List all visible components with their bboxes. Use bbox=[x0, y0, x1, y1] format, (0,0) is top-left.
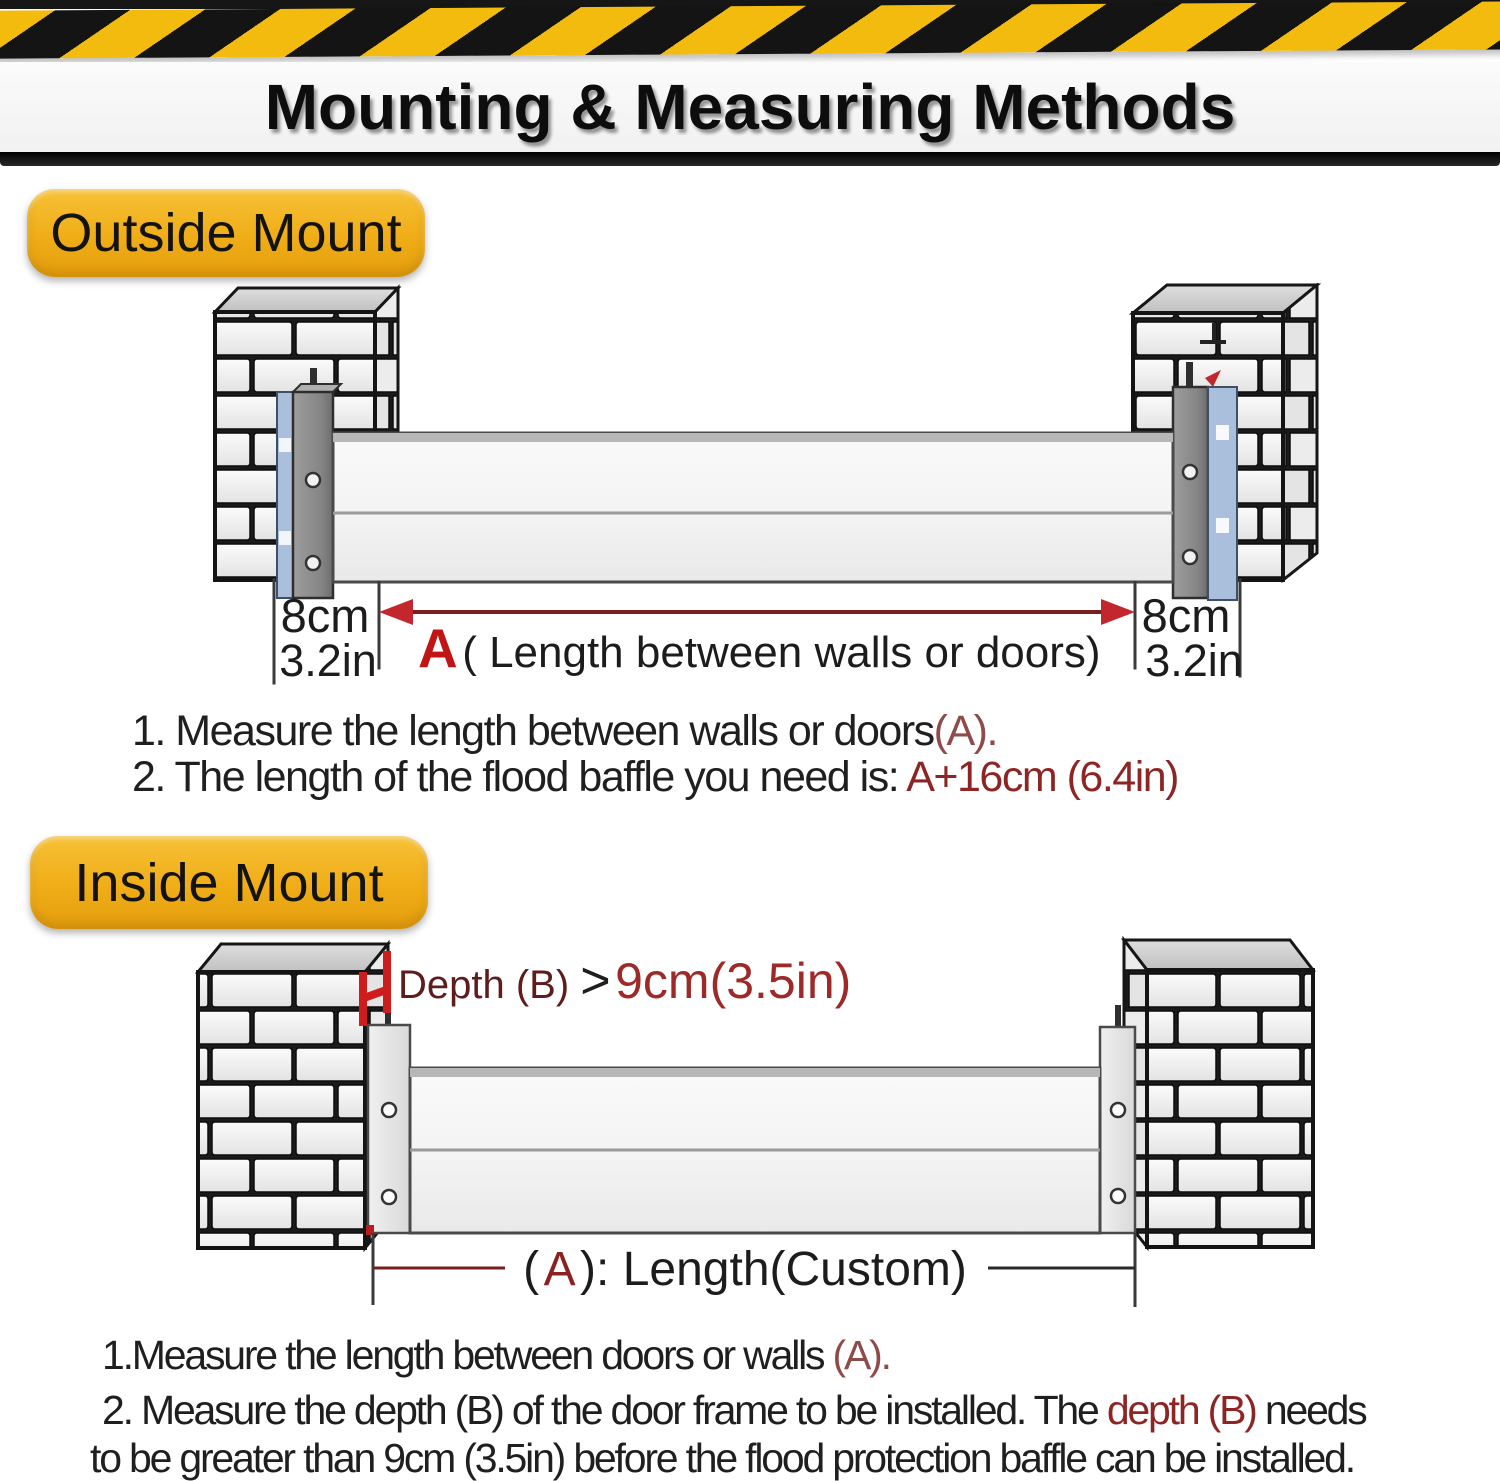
dimension-A-label bbox=[418, 617, 1101, 679]
outside-step-1-ref: (A). bbox=[933, 707, 997, 755]
inside-step-2-line2-text: to be greater than 9cm (3.5in) before the flood protection baffle can be installed. bbox=[90, 1435, 1354, 1481]
anchor-bolt bbox=[1115, 1005, 1121, 1027]
screw-hole bbox=[1183, 465, 1197, 479]
inside-step-1-ref: (A). bbox=[832, 1332, 890, 1378]
depth-label: Depth (B) bbox=[398, 963, 581, 1007]
hazard-ribbon bbox=[0, 1, 1500, 59]
inside-step-1 bbox=[102, 1333, 1366, 1378]
pillar-cap bbox=[215, 288, 398, 312]
screw-hole bbox=[306, 473, 320, 487]
seal-strip bbox=[277, 392, 293, 598]
dim-A-letter: A bbox=[543, 1243, 576, 1296]
left-offset-in-label: 3.2in bbox=[279, 635, 377, 686]
barrier-top-rim bbox=[410, 1068, 1100, 1077]
screw-hole bbox=[382, 1103, 396, 1117]
pillar-side-face bbox=[1283, 285, 1317, 580]
inside-step-2-text: 2. Measure the depth (B) of the door frame to be installed. The bbox=[102, 1387, 1107, 1433]
pillar-front-face bbox=[198, 972, 365, 1248]
page-title: Mounting & Measuring Methods bbox=[264, 71, 1236, 143]
screw-hole bbox=[382, 1190, 396, 1204]
outside-step-2-value: A+16cm (6.4in) bbox=[906, 753, 1178, 801]
seal-strip-mark bbox=[1216, 425, 1229, 440]
inside-mount-steps bbox=[90, 1332, 1366, 1481]
dimension-A-letter: A bbox=[418, 617, 458, 679]
screw-hole bbox=[1183, 550, 1197, 564]
arrowhead-left-icon bbox=[379, 599, 413, 625]
inside-step-2-line1 bbox=[102, 1388, 1366, 1433]
seal-strip-mark bbox=[1216, 518, 1229, 533]
outside-step-2 bbox=[132, 754, 1178, 800]
mounting-channel bbox=[1173, 387, 1208, 598]
inside-mount-diagram bbox=[0, 935, 1500, 1335]
depth-annotation bbox=[398, 952, 851, 1010]
outside-mount-badge-label: Outside Mount bbox=[50, 203, 402, 263]
slot-mark bbox=[1212, 323, 1216, 341]
hazard-stripe-banner bbox=[0, 0, 1500, 62]
dim-open-paren: ( bbox=[523, 1243, 540, 1296]
right-offset-in-label: 3.2in bbox=[1145, 635, 1243, 686]
screw-hole bbox=[1111, 1103, 1125, 1117]
arrowhead-right-icon bbox=[1101, 599, 1135, 625]
screw-hole bbox=[306, 556, 320, 570]
title-divider bbox=[0, 152, 1500, 166]
inside-right-pillar bbox=[1100, 940, 1313, 1247]
dim-caption: ): Length(Custom) bbox=[580, 1243, 967, 1296]
anchor-bolt bbox=[1186, 362, 1193, 388]
seal-strip-mark bbox=[279, 438, 291, 452]
pillar-front-face bbox=[1147, 970, 1313, 1247]
left-offset-cm-label: 8cm bbox=[280, 589, 370, 642]
seal-strip bbox=[1208, 387, 1237, 600]
flood-barrier bbox=[410, 1068, 1100, 1233]
outside-mount-diagram bbox=[0, 283, 1500, 703]
inside-step-2-line2 bbox=[90, 1436, 1366, 1481]
title-band bbox=[0, 62, 1500, 152]
outside-step-1-text: 1. Measure the length between walls or doors bbox=[132, 707, 934, 755]
dimension-A-label bbox=[523, 1243, 967, 1296]
inside-mount-badge bbox=[30, 836, 428, 929]
outside-step-1 bbox=[132, 708, 1178, 754]
pillar-cap bbox=[1124, 940, 1313, 970]
flood-barrier bbox=[333, 433, 1173, 582]
outside-mount-badge bbox=[27, 189, 425, 277]
inside-step-2-ref: depth (B) bbox=[1106, 1387, 1256, 1433]
inside-step-2-suffix: needs bbox=[1255, 1387, 1366, 1433]
outside-step-2-text: 2. The length of the flood baffle you need is: bbox=[132, 753, 907, 801]
barrier-body bbox=[333, 433, 1173, 582]
outside-mount-steps bbox=[132, 708, 1178, 800]
seal-strip-mark bbox=[279, 531, 291, 545]
depth-operator: > bbox=[580, 952, 611, 1010]
dimension-A-caption: ( Length between walls or doors) bbox=[462, 628, 1101, 677]
screw-hole bbox=[1111, 1189, 1125, 1203]
pillar-cap bbox=[198, 944, 388, 972]
inside-mount-badge-label: Inside Mount bbox=[74, 852, 384, 913]
inside-step-1-text: 1.Measure the length between doors or walls bbox=[102, 1332, 833, 1378]
right-offset-cm-label: 8cm bbox=[1141, 589, 1231, 642]
depth-value: 9cm(3.5in) bbox=[615, 953, 852, 1009]
barrier-top-rim bbox=[333, 433, 1173, 442]
